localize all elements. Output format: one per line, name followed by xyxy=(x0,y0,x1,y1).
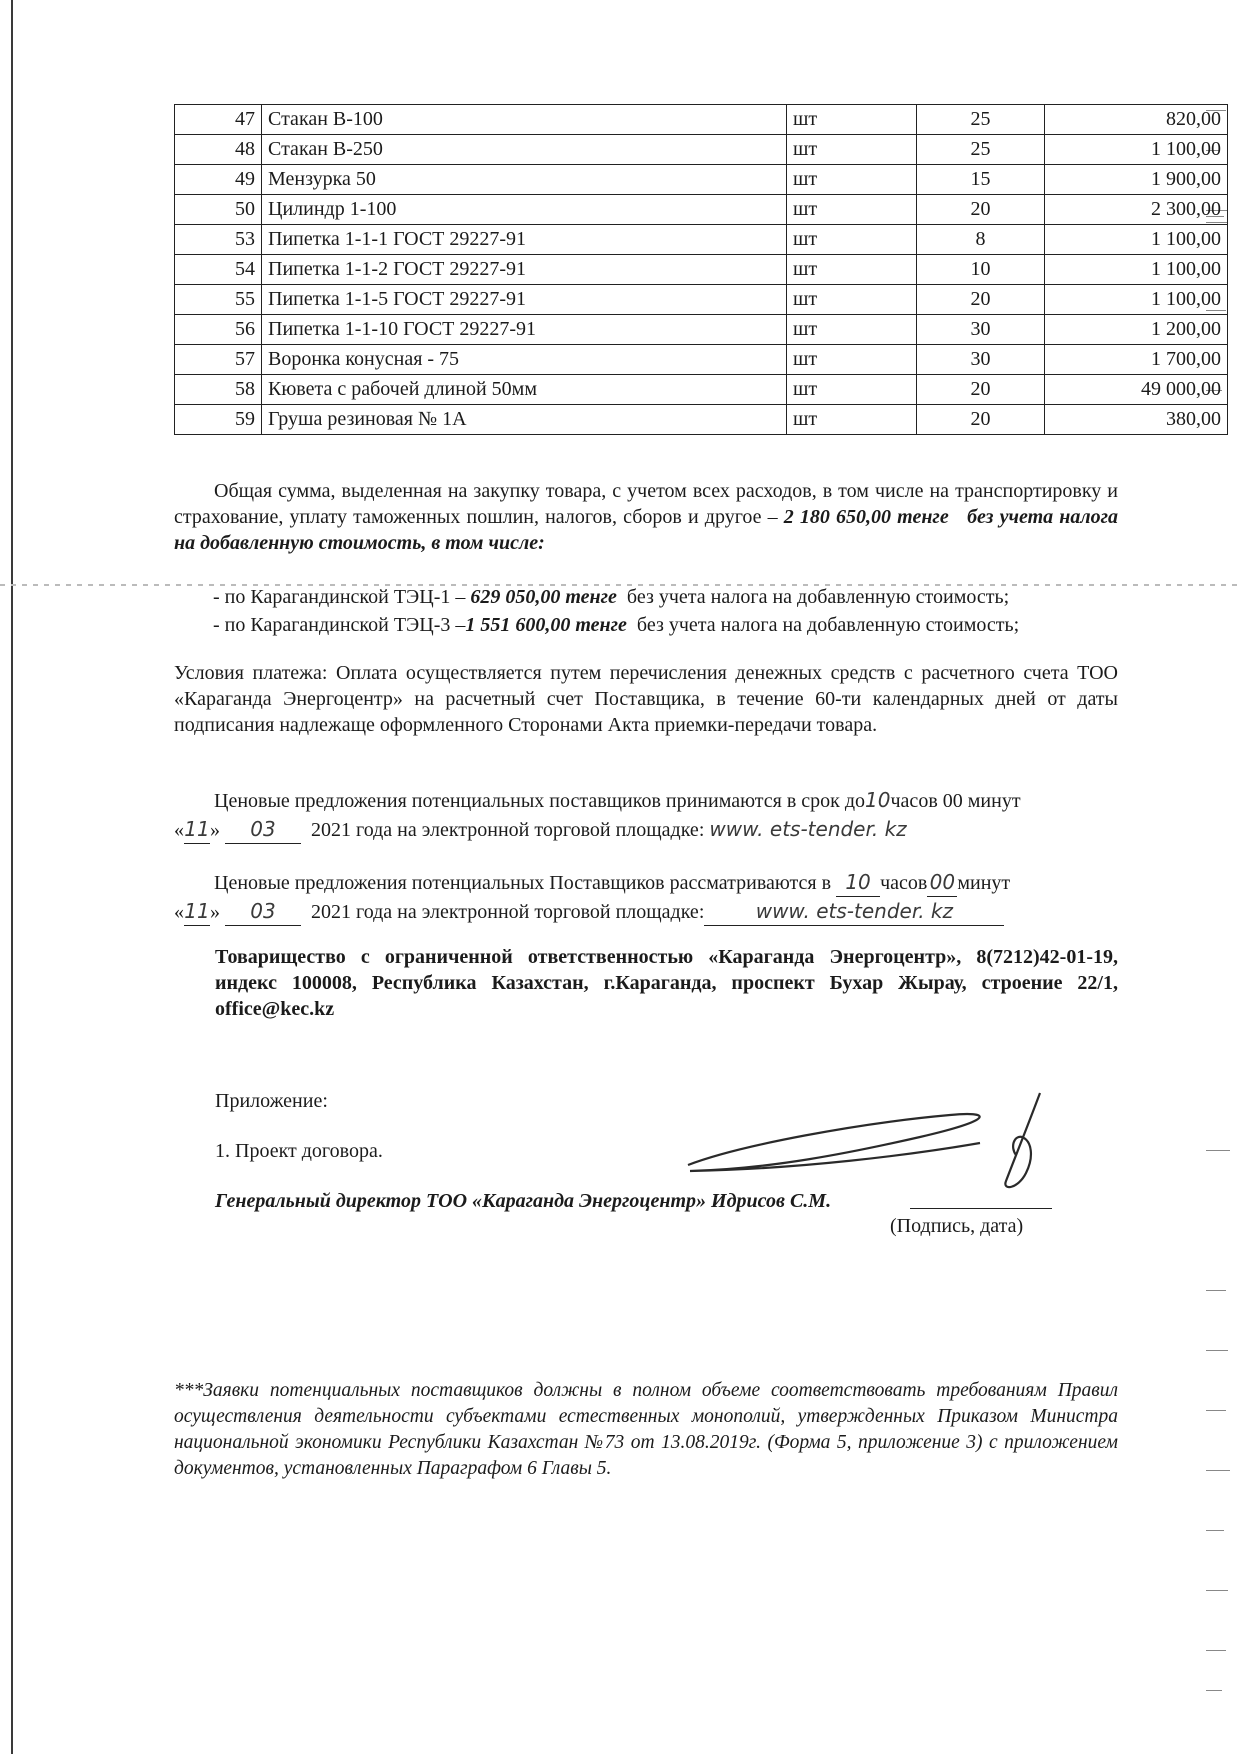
item-name: Пипетка 1-1-1 ГОСТ 29227-91 xyxy=(262,225,787,255)
item-unit: шт xyxy=(787,165,917,195)
table-row xyxy=(175,405,1228,435)
handwritten-month: 03 xyxy=(225,815,301,844)
signature-caption: (Подпись, дата) xyxy=(890,1215,1024,1237)
row-number: 47 xyxy=(175,105,262,135)
item-name: Пипетка 1-1-5 ГОСТ 29227-91 xyxy=(262,285,787,315)
table-row xyxy=(175,315,1228,345)
deadline-text: Ценовые предложения потенциальных Поставщиков рассматриваются в xyxy=(214,872,832,894)
total-sum-tail: без учета налога на добавленную стоимость, в том числе: xyxy=(174,506,1119,554)
items-table xyxy=(174,104,1228,435)
item-quantity: 20 xyxy=(917,285,1045,315)
item-name: Стакан В-250 xyxy=(262,135,787,165)
item-price: 1 900,00 xyxy=(1045,165,1228,195)
item-price: 1 700,00 xyxy=(1045,345,1228,375)
scan-edge xyxy=(11,0,13,1754)
item-unit: шт xyxy=(787,225,917,255)
table-row xyxy=(175,375,1228,405)
item-unit: шт xyxy=(787,105,917,135)
item-quantity: 25 xyxy=(917,135,1045,165)
plant-suffix: без учета налога на добавленную стоимость; xyxy=(636,614,1020,636)
table-row xyxy=(175,345,1228,375)
appendix-item: 1. Проект договора. xyxy=(215,1140,383,1162)
item-quantity: 8 xyxy=(917,225,1045,255)
deadline-text: 2021 года на электронной торговой площадке: xyxy=(311,819,705,841)
plant-3-line xyxy=(213,612,1019,638)
item-price: 2 300,00 xyxy=(1045,195,1228,225)
handwritten-signature xyxy=(680,1085,1080,1195)
signature-line xyxy=(910,1208,1052,1209)
plant-amount: 629 050,00 тенге xyxy=(470,586,617,608)
item-name: Цилиндр 1-100 xyxy=(262,195,787,225)
item-unit: шт xyxy=(787,285,917,315)
deadline-text: 2021 года на электронной торговой площадке: xyxy=(311,901,705,923)
item-unit: шт xyxy=(787,405,917,435)
table-row xyxy=(175,285,1228,315)
item-name: Кювета с рабочей длиной 50мм xyxy=(262,375,787,405)
row-number: 49 xyxy=(175,165,262,195)
item-name: Груша резиновая № 1А xyxy=(262,405,787,435)
deadline-text: минут xyxy=(957,872,1011,894)
item-price: 1 100,00 xyxy=(1045,285,1228,315)
row-number: 54 xyxy=(175,255,262,285)
table-row xyxy=(175,165,1228,195)
item-quantity: 25 xyxy=(917,105,1045,135)
handwritten-hour: 10 xyxy=(865,788,891,812)
item-name: Воронка конусная - 75 xyxy=(262,345,787,375)
plant-dash: – xyxy=(450,586,471,608)
item-unit: шт xyxy=(787,255,917,285)
item-unit: шт xyxy=(787,315,917,345)
item-price: 49 000,00 xyxy=(1045,375,1228,405)
row-number: 58 xyxy=(175,375,262,405)
plant-1-line xyxy=(213,584,1009,610)
row-number: 59 xyxy=(175,405,262,435)
row-number: 53 xyxy=(175,225,262,255)
item-quantity: 15 xyxy=(917,165,1045,195)
item-quantity: 30 xyxy=(917,345,1045,375)
deadline-text: часов xyxy=(880,872,928,894)
row-number: 57 xyxy=(175,345,262,375)
director-line: Генеральный директор ТОО «Караганда Энергоцентр» Идрисов С.М. xyxy=(215,1190,832,1212)
handwritten-site: www. ets-tender. kz xyxy=(704,897,1004,926)
row-number: 56 xyxy=(175,315,262,345)
total-sum-paragraph xyxy=(174,478,1118,556)
row-number: 48 xyxy=(175,135,262,165)
item-price: 820,00 xyxy=(1045,105,1228,135)
quote-open: « xyxy=(174,901,184,923)
item-price: 1 100,00 xyxy=(1045,255,1228,285)
table-row xyxy=(175,195,1228,225)
item-price: 1 100,00 xyxy=(1045,225,1228,255)
appendix-label: Приложение: xyxy=(215,1090,328,1112)
item-quantity: 20 xyxy=(917,375,1045,405)
quote-close: » xyxy=(210,901,220,923)
footnote: ***Заявки потенциальных поставщиков должны в полном объеме соответствовать требованиям Правил осуществления деятельности субъектами естественных монополий, утвержденных Приказом Министра национальной экономики Республики Казахстан №73 от 13.08.2019г. (Форма 5, приложение 3) с приложением документов, установленных Параграфом 6 Главы 5. xyxy=(174,1380,1118,1479)
total-sum-amount: 2 180 650,00 тенге xyxy=(783,506,949,528)
row-number: 50 xyxy=(175,195,262,225)
row-number: 55 xyxy=(175,285,262,315)
handwritten-hour: 10 xyxy=(836,868,880,897)
item-name: Пипетка 1-1-10 ГОСТ 29227-91 xyxy=(262,315,787,345)
plant-dash: – xyxy=(450,614,466,636)
quote-open: « xyxy=(174,819,184,841)
item-name: Пипетка 1-1-2 ГОСТ 29227-91 xyxy=(262,255,787,285)
item-unit: шт xyxy=(787,345,917,375)
company-details: Товарищество с ограниченной ответственностью «Караганда Энергоцентр», 8(7212)42-01-19, индекс 100008, Республика Казахстан, г.Караганда, проспект Бухар Жырау, строение 22/1, office@kec.kz xyxy=(215,946,1118,1020)
item-name: Стакан В-100 xyxy=(262,105,787,135)
item-name: Мензурка 50 xyxy=(262,165,787,195)
handwritten-minutes: 00 xyxy=(927,868,957,897)
total-sum-text: Общая сумма, выделенная на закупку товара, с учетом всех расходов, в том числе на транспортировку и страхование, уплату таможенных пошлин, налогов, сборов и другое – xyxy=(174,480,1118,528)
item-price: 1 100,00 xyxy=(1045,135,1228,165)
item-price: 380,00 xyxy=(1045,405,1228,435)
item-unit: шт xyxy=(787,195,917,225)
handwritten-day: 11 xyxy=(184,897,210,926)
table-row xyxy=(175,255,1228,285)
plant-name: - по Карагандинской ТЭЦ-3 xyxy=(213,614,451,636)
plant-suffix: без учета налога на добавленную стоимость; xyxy=(626,586,1010,608)
table-row xyxy=(175,135,1228,165)
quote-close: » xyxy=(210,819,220,841)
item-price: 1 200,00 xyxy=(1045,315,1228,345)
item-unit: шт xyxy=(787,135,917,165)
item-quantity: 20 xyxy=(917,195,1045,225)
plant-name: - по Карагандинской ТЭЦ-1 xyxy=(213,586,451,608)
plant-amount: 1 551 600,00 тенге xyxy=(465,614,627,636)
table-row xyxy=(175,225,1228,255)
submission-deadline xyxy=(174,786,1118,844)
deadline-text: часов 00 минут xyxy=(890,790,1021,812)
item-quantity: 30 xyxy=(917,315,1045,345)
payment-terms: Условия платежа: Оплата осуществляется путем перечисления денежных средств с расчетного счета ТОО «Караганда Энергоцентр» на расчетный счет Поставщика, в течение 60-ти календарных дней от даты подписания надлежаще оформленного Сторонами Акта приемки-передачи товара. xyxy=(174,662,1118,736)
review-deadline xyxy=(174,868,1118,926)
handwritten-day: 11 xyxy=(184,815,210,844)
deadline-text: Ценовые предложения потенциальных поставщиков принимаются в срок до xyxy=(214,790,866,812)
handwritten-site: www. ets-tender. kz xyxy=(709,817,907,841)
item-quantity: 10 xyxy=(917,255,1045,285)
table-row xyxy=(175,105,1228,135)
item-quantity: 20 xyxy=(917,405,1045,435)
item-unit: шт xyxy=(787,375,917,405)
handwritten-month: 03 xyxy=(225,897,301,926)
